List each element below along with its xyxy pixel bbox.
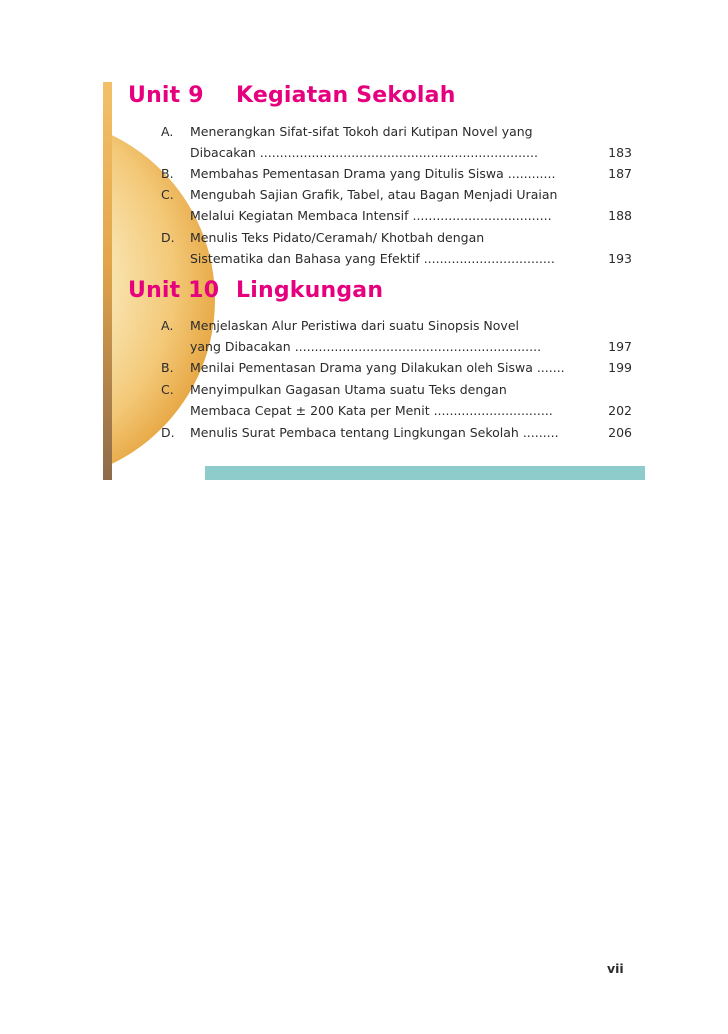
entry-text: Menyimpulkan Gagasan Utama suatu Teks dengan: [190, 382, 507, 397]
entry-letter: D.: [161, 425, 175, 440]
entry-text: Menjelaskan Alur Peristiwa dari suatu Sinopsis Novel: [190, 318, 519, 333]
entry-page: 187: [608, 166, 632, 181]
entry-letter: C.: [161, 382, 174, 397]
unit-title: Lingkungan: [236, 278, 384, 303]
entry-text: Dibacakan ......................................................................: [190, 145, 538, 160]
entry-page: 188: [608, 208, 632, 223]
entry-page: 206: [608, 425, 632, 440]
entry-text: Menilai Pementasan Drama yang Dilakukan oleh Siswa .......: [190, 360, 565, 375]
entry-text: Menerangkan Sifat-sifat Tokoh dari Kutipan Novel yang: [190, 124, 533, 139]
toc-entry: [0, 424, 728, 444]
toc-entry-cont: [0, 338, 728, 358]
entry-page: 199: [608, 360, 632, 375]
unit-10-heading: [128, 278, 384, 303]
toc-entry: [0, 317, 728, 337]
toc-entry: [0, 123, 728, 143]
toc-entry: [0, 381, 728, 401]
toc-entry: [0, 186, 728, 206]
toc-entry-cont: [0, 144, 728, 164]
toc-entry: [0, 165, 728, 185]
entry-letter: C.: [161, 187, 174, 202]
toc-entry-cont: [0, 250, 728, 270]
entry-page: 197: [608, 339, 632, 354]
toc-entry-cont: [0, 207, 728, 227]
decorative-teal-band: [205, 466, 645, 480]
entry-letter: A.: [161, 318, 174, 333]
entry-text: Melalui Kegiatan Membaca Intensif ...................................: [190, 208, 552, 223]
entry-text: Membahas Pementasan Drama yang Ditulis Siswa ............: [190, 166, 556, 181]
toc-entry: [0, 359, 728, 379]
page-number: vii: [607, 961, 624, 976]
entry-text: Sistematika dan Bahasa yang Efektif .................................: [190, 251, 555, 266]
entry-letter: A.: [161, 124, 174, 139]
toc-entry: [0, 229, 728, 249]
unit-title: Kegiatan Sekolah: [236, 83, 456, 108]
unit-9-heading: [128, 83, 456, 108]
entry-text: Menulis Surat Pembaca tentang Lingkungan Sekolah .........: [190, 425, 559, 440]
entry-page: 202: [608, 403, 632, 418]
entry-page: 193: [608, 251, 632, 266]
entry-letter: B.: [161, 166, 174, 181]
entry-page: 183: [608, 145, 632, 160]
entry-letter: D.: [161, 230, 175, 245]
toc-entry-cont: [0, 402, 728, 422]
unit-label: Unit 10: [128, 278, 220, 303]
entry-text: Membaca Cepat ± 200 Kata per Menit ..............................: [190, 403, 553, 418]
unit-label: Unit 9: [128, 83, 204, 108]
entry-text: yang Dibacakan ..............................................................: [190, 339, 542, 354]
entry-text: Menulis Teks Pidato/Ceramah/ Khotbah dengan: [190, 230, 485, 245]
entry-text: Mengubah Sajian Grafik, Tabel, atau Bagan Menjadi Uraian: [190, 187, 558, 202]
entry-letter: B.: [161, 360, 174, 375]
